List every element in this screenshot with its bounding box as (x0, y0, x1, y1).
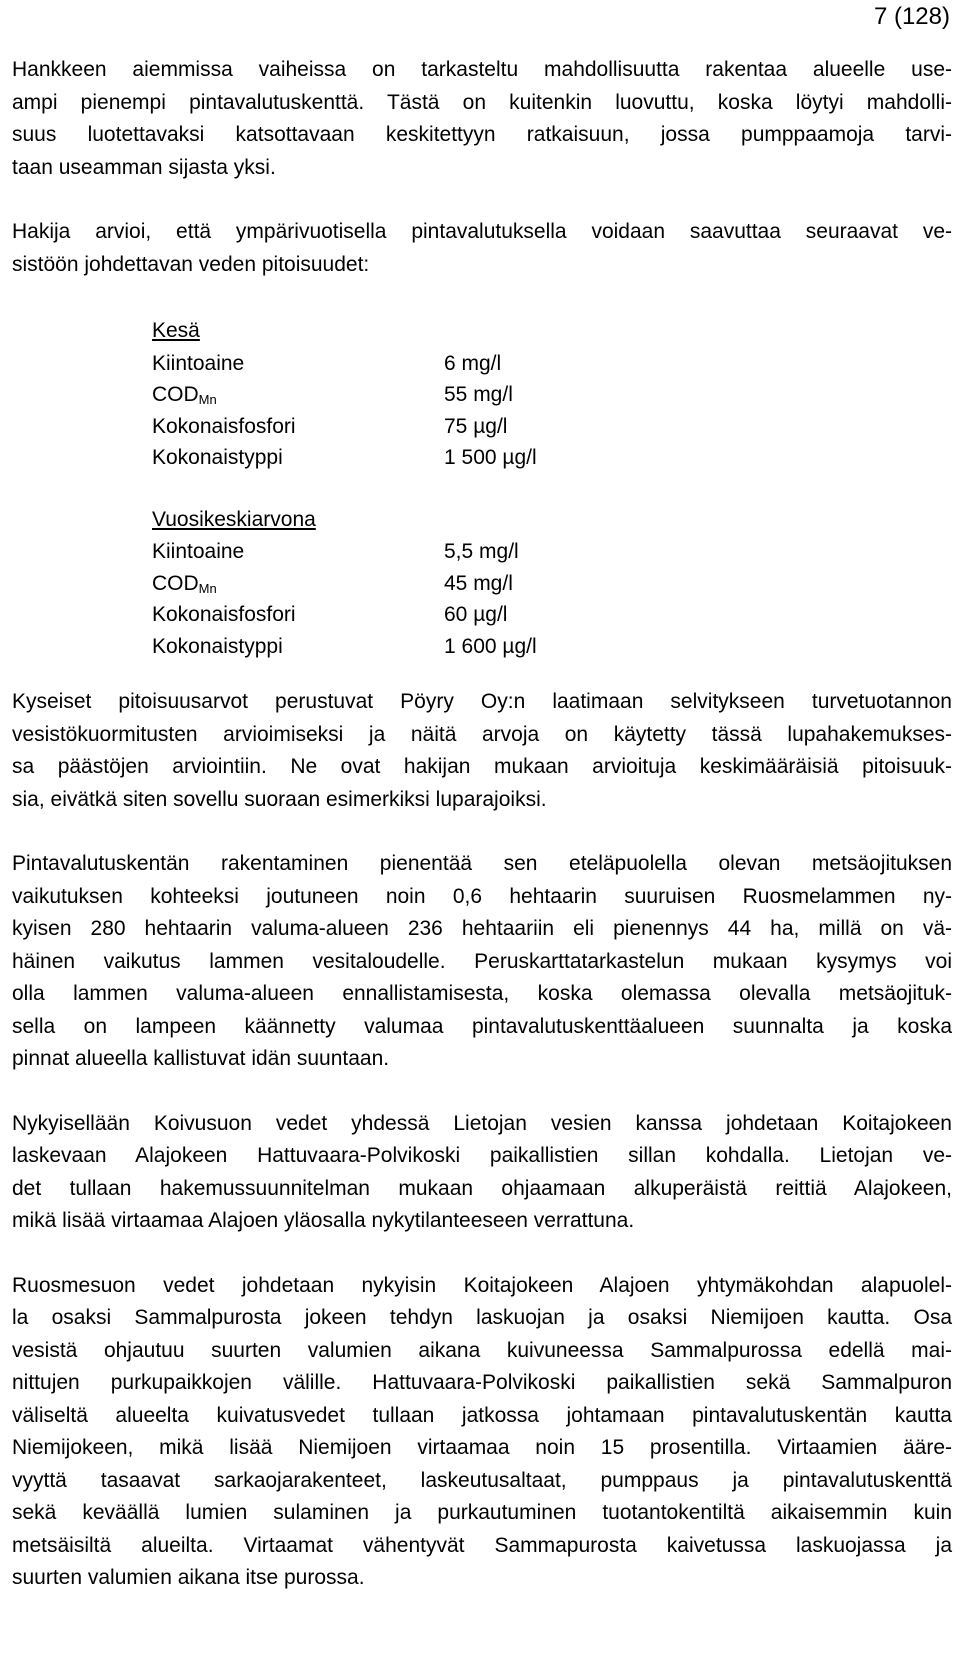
text-line: Hankkeen aiemmissa vaiheissa on tarkasteltu mahdollisuutta rakentaa alueelle use- (12, 58, 952, 81)
row-value: 45 mg/l (444, 571, 513, 595)
text-line: mikä lisää virtaamaa Alajoen yläosalla nykytilanteeseen verrattuna. (12, 1209, 635, 1232)
row-label: Kokonaisfosfori (152, 414, 296, 438)
table-row (152, 599, 652, 631)
text-line: Ruosmesuon vedet johdetaan nykyisin Koitajokeen Alajoen yhtymäkohdan alapuolel- (12, 1273, 952, 1297)
text-line: olla lammen valuma-alueen ennallistamisesta, koska olemassa olevalla metsäojituk- (12, 982, 952, 1005)
paragraph-applicant-estimate (12, 216, 952, 281)
row-label: Kokonaisfosfori (152, 603, 296, 626)
text-line: suurten valumien aikana itse purossa. (12, 1566, 365, 1589)
text-line: vesistä ohjautuu suurten valumien aikana kuivuneessa Sammalpurossa edellä mai- (12, 1338, 952, 1362)
text-line: ampi pienempi pintavalutuskenttä. Tästä on kuitenkin luovuttu, koska löytyi mahdolli- (12, 90, 952, 114)
text-line: sella on lampeen käännetty valumaa pintavalutuskenttäalueen suunnalta ja koska (12, 1014, 952, 1038)
text-line: laskevaan Alajokeen Hattuvaara-Polvikoski paikallistien sillan kohdalla. Lietojan ve- (12, 1144, 952, 1167)
row-value: 75 µg/l (444, 414, 508, 438)
concentration-table-annual (152, 504, 652, 663)
paragraph-concentration-basis (12, 686, 952, 816)
text-line: det tullaan hakemussuunnitelman mukaan ohjaamaan alkuperäistä reittiä Alajokeen, (12, 1176, 952, 1200)
table-row (152, 536, 652, 568)
row-label (152, 568, 444, 600)
row-value: 5,5 mg/l (444, 540, 519, 563)
text-line: Kyseiset pitoisuusarvot perustuvat Pöyry Oy:n laatimaan selvitykseen turvetuotannon (12, 690, 952, 713)
text-line: häinen vaikutus lammen vesitaloudelle. Peruskarttatarkastelun mukaan kysymys voi (12, 949, 952, 973)
text-line: Hakija arvioi, että ympärivuotisella pintavalutuksella voidaan saavuttaa seuraavat ve- (12, 220, 952, 243)
row-label-text: COD (152, 383, 199, 406)
table-row (152, 348, 652, 380)
row-label-subscript: Mn (198, 580, 217, 596)
row-label: Kiintoaine (152, 351, 245, 375)
row-label: Kokonaistyppi (152, 634, 283, 658)
text-line: sia, eivätkä siten sovellu suoraan esimerkiksi luparajoiksi. (12, 787, 547, 811)
text-line: vesistökuormitusten arvioimiseksi ja näitä arvoja on käytetty tässä lupahakemukses- (12, 722, 952, 746)
row-label-text: COD (152, 571, 199, 595)
paragraph-ruosmesuo-waters (12, 1270, 952, 1595)
text-line: sistöön johdettavan veden pitoisuudet: (12, 252, 370, 276)
text-line: Nykyisellään Koivusuon vedet yhdessä Lietojan vesien kanssa johdetaan Koitajokeen (12, 1111, 952, 1135)
text-line: kyisen 280 hehtaarin valuma-alueen 236 hehtaariin eli pienennys 44 ha, millä on vä- (12, 917, 952, 940)
table-row (152, 411, 652, 443)
text-line: sekä keväällä lumien sulaminen ja purkautuminen tuotantokentiltä aikaisemmin kuin (12, 1501, 952, 1524)
row-value: 6 mg/l (444, 351, 502, 375)
table-row (152, 379, 652, 411)
table-row (152, 442, 652, 474)
text-line: pinnat alueella kallistuvat idän suuntaan. (12, 1047, 390, 1070)
row-value: 1 600 µg/l (444, 634, 537, 658)
row-value: 60 µg/l (444, 603, 508, 626)
paragraph-ruosmelampi-catchment (12, 848, 952, 1076)
concentration-table-summer (152, 315, 652, 474)
text-line: vaikutuksen kohteeksi joutuneen noin 0,6 hehtaarin suuruisen Ruosmelammen ny- (12, 884, 952, 908)
table-heading-summer: Kesä (152, 319, 200, 342)
row-label (152, 379, 444, 411)
row-label-subscript: Mn (198, 392, 217, 407)
text-line: sa päästöjen arviointiin. Ne ovat hakijan mukaan arvioituja keskimääräisiä pitoisuuk- (12, 755, 952, 778)
paragraph-koivusuo-waters (12, 1108, 952, 1238)
text-line: nittujen purkupaikkojen välille. Hattuvaara-Polvikoski paikallistien sekä Sammalpuron (12, 1371, 952, 1394)
table-heading-annual: Vuosikeskiarvona (152, 507, 316, 531)
row-label: Kokonaistyppi (152, 446, 283, 469)
text-line: la osaksi Sammalpurosta jokeen tehdyn laskuojan ja osaksi Niemijoen kautta. Osa (12, 1306, 952, 1329)
document-body (12, 54, 952, 1595)
text-line: suus luotettavaksi katsottavaan keskitettyyn ratkaisuun, jossa pumppaamoja tarvi- (12, 123, 952, 146)
row-value: 55 mg/l (444, 383, 513, 406)
text-line: Niemijokeen, mikä lisää Niemijoen virtaamaa noin 15 prosentilla. Virtaamien ääre- (12, 1436, 952, 1459)
table-row (152, 631, 652, 663)
row-value: 1 500 µg/l (444, 446, 537, 469)
text-line: Pintavalutuskentän rakentaminen pienentää sen eteläpuolella olevan metsäojituksen (12, 852, 952, 875)
text-line: metsäisiltä alueilta. Virtaamat vähentyvät Sammapurosta kaivetussa laskuojassa ja (12, 1533, 952, 1557)
paragraph-design-alternatives (12, 54, 952, 184)
text-line: vyyttä tasaavat sarkaojarakenteet, laskeutusaltaat, pumppaus ja pintavalutuskenttä (12, 1468, 952, 1492)
page-number: 7 (128) (873, 3, 950, 30)
row-label: Kiintoaine (152, 540, 245, 563)
text-line: taan useamman sijasta yksi. (12, 155, 276, 179)
table-row (152, 568, 652, 600)
text-line: väliseltä alueelta kuivatusvedet tullaan jatkossa johtamaan pintavalutuskentän kautta (12, 1403, 952, 1427)
